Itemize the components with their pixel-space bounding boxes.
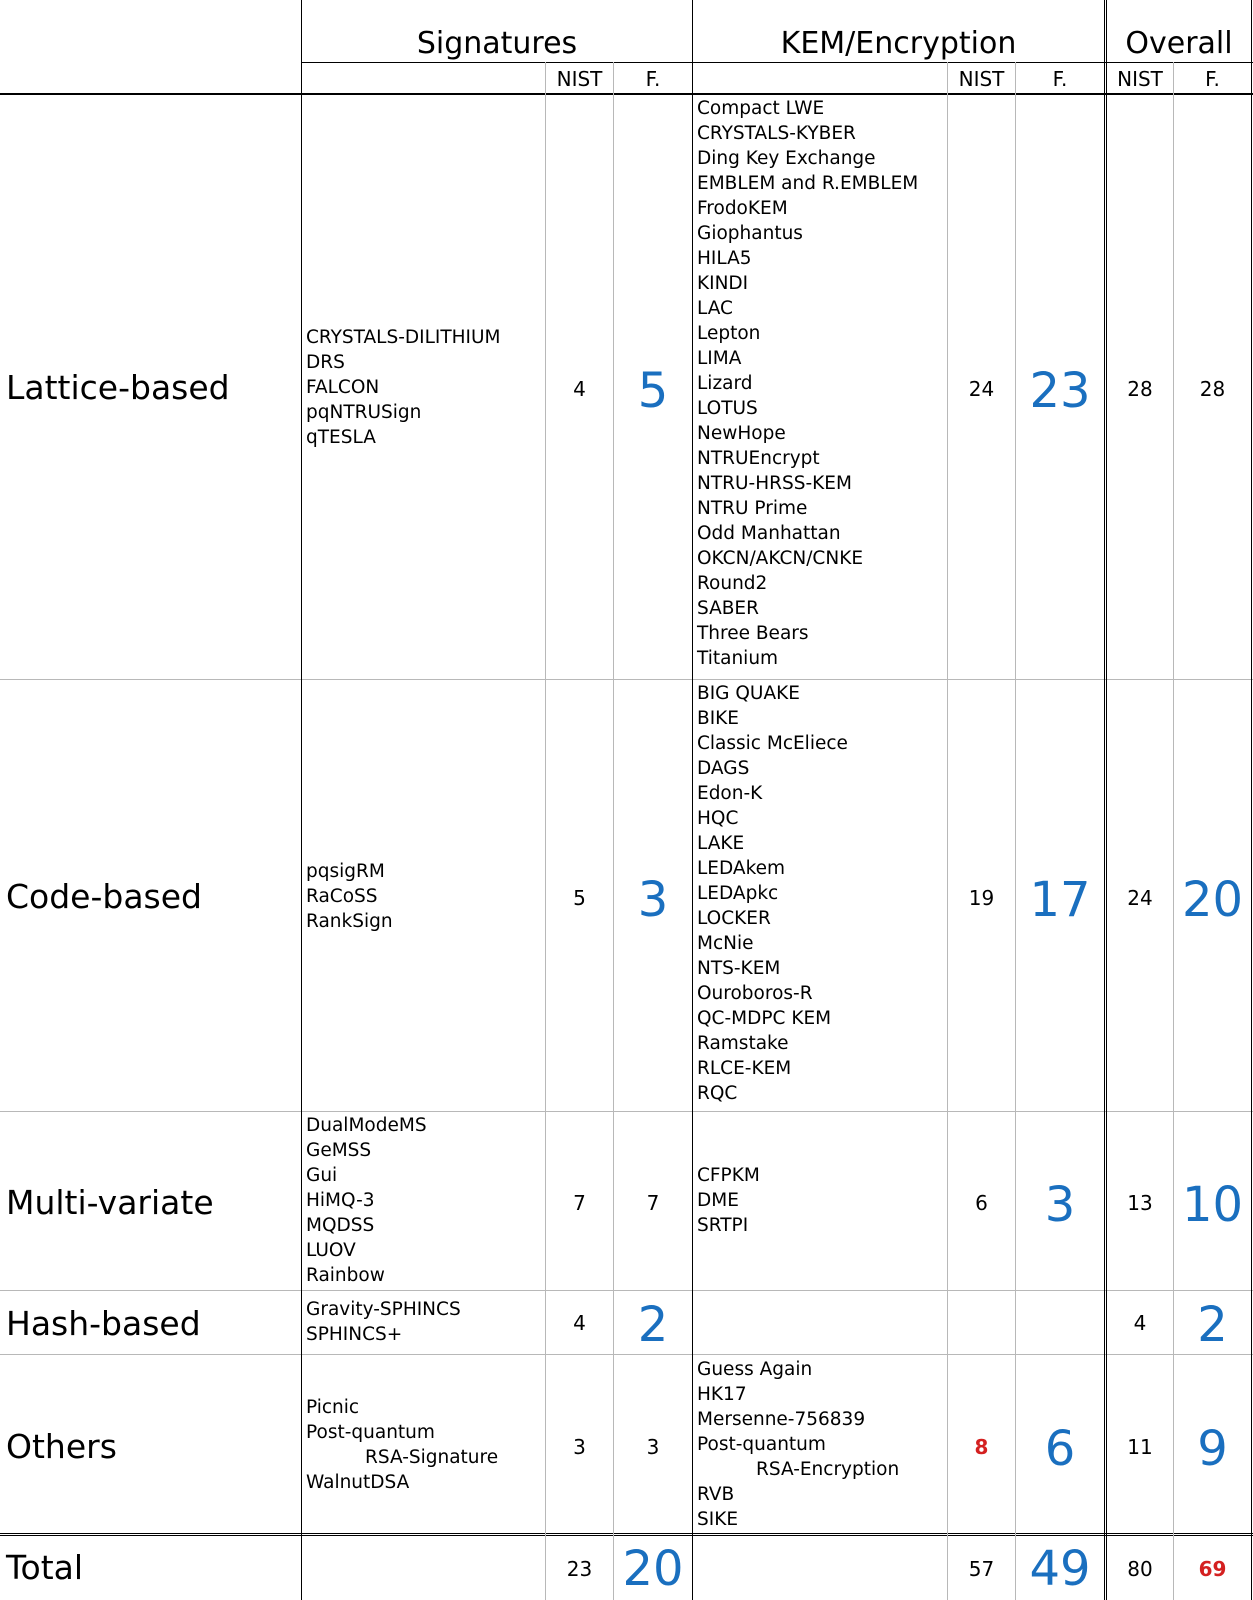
list-item: McNie xyxy=(697,933,754,954)
list-item: SABER xyxy=(697,598,759,619)
list-item: Titanium xyxy=(697,648,779,669)
list-item: MQDSS xyxy=(306,1215,375,1236)
list-item: Edon-K xyxy=(697,783,763,804)
sig-nist-count: 7 xyxy=(573,1191,586,1215)
kem-nist-count: 8 xyxy=(974,1435,989,1459)
header-kem-nist: NIST xyxy=(958,67,1005,91)
list-item: RLCE-KEM xyxy=(697,1058,792,1079)
list-item: WalnutDSA xyxy=(306,1472,410,1493)
list-item: HILA5 xyxy=(697,248,752,269)
kem-f-count: 23 xyxy=(1029,363,1091,419)
category-label: Multi-variate xyxy=(6,1183,214,1222)
list-item: RSA-Encryption xyxy=(756,1459,900,1480)
grid-line xyxy=(545,62,546,1600)
grid-line xyxy=(0,1354,1253,1355)
sig-nist-count: 4 xyxy=(573,377,586,401)
sig-nist-total: 23 xyxy=(566,1557,593,1581)
list-item: RQC xyxy=(697,1083,738,1104)
list-item: Mersenne-756839 xyxy=(697,1409,866,1430)
list-item: BIG QUAKE xyxy=(697,683,800,704)
grid-line xyxy=(0,679,1253,680)
list-item: LUOV xyxy=(306,1240,356,1261)
signature-scheme-list xyxy=(306,1113,427,1288)
list-item: Lizard xyxy=(697,373,753,394)
grid-line xyxy=(0,1111,1253,1112)
list-item: LOTUS xyxy=(697,398,758,419)
list-item: KINDI xyxy=(697,273,749,294)
list-item: RVB xyxy=(697,1484,735,1505)
list-item: pqsigRM xyxy=(306,861,385,882)
category-label: Total xyxy=(6,1548,84,1587)
grid-line xyxy=(301,0,302,1600)
list-item: pqNTRUSign xyxy=(306,402,422,423)
header-kem-f: F. xyxy=(1052,67,1068,91)
list-item: NTRU Prime xyxy=(697,498,808,519)
grid-line xyxy=(692,0,693,1600)
header-signatures: Signatures xyxy=(416,26,578,61)
overall-f-count: 20 xyxy=(1181,872,1244,928)
sig-f-count: 3 xyxy=(646,1435,660,1459)
list-item: Ouroboros-R xyxy=(697,983,813,1004)
list-item: DRS xyxy=(306,352,345,373)
grid-line xyxy=(947,62,948,1600)
overall-nist-total: 80 xyxy=(1127,1557,1153,1581)
list-item: LIMA xyxy=(697,348,742,369)
overall-nist-count: 28 xyxy=(1127,377,1153,401)
kem-scheme-list xyxy=(697,1357,899,1532)
signature-scheme-list xyxy=(306,325,501,450)
kem-scheme-list xyxy=(697,96,918,671)
list-item: RSA-Signature xyxy=(365,1447,499,1468)
list-item: DAGS xyxy=(697,758,750,779)
list-item: Post-quantum xyxy=(306,1422,435,1443)
kem-nist-count: 19 xyxy=(968,886,995,910)
header-ov-f: F. xyxy=(1205,67,1220,91)
list-item: LEDApkc xyxy=(697,883,779,904)
list-item: QC-MDPC KEM xyxy=(697,1008,832,1029)
list-item: DME xyxy=(697,1190,739,1211)
list-item: CRYSTALS-DILITHIUM xyxy=(306,327,501,348)
overall-f-count: 9 xyxy=(1197,1421,1228,1477)
list-item: Picnic xyxy=(306,1397,360,1418)
list-item: LEDAkem xyxy=(697,858,786,879)
sig-nist-count: 5 xyxy=(573,886,586,910)
overall-nist-count: 24 xyxy=(1127,886,1153,910)
kem-f-count: 17 xyxy=(1029,872,1091,928)
signature-scheme-list xyxy=(306,859,393,934)
overall-f-count: 10 xyxy=(1181,1177,1244,1233)
list-item: FrodoKEM xyxy=(697,198,788,219)
header-ov-nist: NIST xyxy=(1117,67,1163,91)
kem-f-count: 3 xyxy=(1044,1177,1076,1233)
list-item: HiMQ-3 xyxy=(306,1190,375,1211)
list-item: Gravity-SPHINCS xyxy=(306,1299,461,1320)
list-item: SRTPI xyxy=(697,1215,749,1236)
list-item: LAKE xyxy=(697,833,745,854)
list-item: NTS-KEM xyxy=(697,958,781,979)
header-kem: KEM/Encryption xyxy=(780,26,1017,61)
grid-line xyxy=(0,1290,1253,1291)
list-item: HQC xyxy=(697,808,739,829)
list-item: Ramstake xyxy=(697,1033,789,1054)
list-item: qTESLA xyxy=(306,427,376,448)
category-label: Hash-based xyxy=(6,1304,201,1343)
sig-f-count: 7 xyxy=(646,1191,660,1215)
signature-scheme-list xyxy=(306,1395,498,1495)
list-item: RankSign xyxy=(306,911,393,932)
list-item: GeMSS xyxy=(306,1140,372,1161)
grid-line xyxy=(0,1533,1253,1536)
list-item: NTRUEncrypt xyxy=(697,448,820,469)
list-item: Round2 xyxy=(697,573,768,594)
sig-nist-count: 3 xyxy=(573,1435,586,1459)
overall-f-count: 28 xyxy=(1199,377,1226,401)
grid-line xyxy=(1173,62,1174,1600)
list-item: HK17 xyxy=(697,1384,747,1405)
kem-nist-total: 57 xyxy=(968,1557,995,1581)
kem-nist-count: 24 xyxy=(968,377,995,401)
list-item: SIKE xyxy=(697,1509,739,1530)
list-item: FALCON xyxy=(306,377,380,398)
header-sig-nist: NIST xyxy=(556,67,603,91)
list-item: Rainbow xyxy=(306,1265,385,1286)
list-item: RaCoSS xyxy=(306,886,378,907)
header-overall: Overall xyxy=(1125,26,1233,61)
list-item: Three Bears xyxy=(697,623,809,644)
sig-f-total: 20 xyxy=(622,1541,684,1597)
sig-f-count: 3 xyxy=(637,872,669,928)
overall-nist-count: 13 xyxy=(1127,1191,1153,1215)
grid-line xyxy=(1015,62,1016,1600)
kem-scheme-list xyxy=(697,1163,760,1238)
list-item: LOCKER xyxy=(697,908,771,929)
list-item: Compact LWE xyxy=(697,98,825,119)
list-item: Gui xyxy=(306,1165,338,1186)
kem-f-total: 49 xyxy=(1029,1541,1091,1597)
grid-line xyxy=(1104,0,1107,1600)
list-item: CRYSTALS-KYBER xyxy=(697,123,856,144)
list-item: OKCN/AKCN/CNKE xyxy=(697,548,864,569)
list-item: Post-quantum xyxy=(697,1434,826,1455)
sig-f-count: 5 xyxy=(637,363,669,419)
grid-line xyxy=(302,62,1253,63)
kem-nist-count: 6 xyxy=(975,1191,988,1215)
list-item: SPHINCS+ xyxy=(306,1324,403,1345)
overall-nist-count: 11 xyxy=(1127,1435,1153,1459)
grid-line xyxy=(1251,0,1252,1600)
list-item: Classic McEliece xyxy=(697,733,848,754)
kem-scheme-list xyxy=(697,681,848,1106)
category-label: Lattice-based xyxy=(6,368,230,407)
list-item: Guess Again xyxy=(697,1359,813,1380)
list-item: Giophantus xyxy=(697,223,803,244)
list-item: CFPKM xyxy=(697,1165,760,1186)
list-item: Lepton xyxy=(697,323,761,344)
list-item: LAC xyxy=(697,298,733,319)
list-item: Odd Manhattan xyxy=(697,523,841,544)
header-sig-f: F. xyxy=(645,67,661,91)
list-item: EMBLEM and R.EMBLEM xyxy=(697,173,919,194)
overall-f-total: 69 xyxy=(1198,1557,1227,1581)
grid-line xyxy=(613,62,614,1600)
category-label: Code-based xyxy=(6,877,203,916)
sig-nist-count: 4 xyxy=(573,1311,586,1335)
grid-line xyxy=(0,93,1253,95)
category-label: Others xyxy=(6,1427,117,1466)
signature-scheme-list xyxy=(306,1297,461,1347)
list-item: Ding Key Exchange xyxy=(697,148,876,169)
list-item: BIKE xyxy=(697,708,739,729)
overall-nist-count: 4 xyxy=(1133,1311,1147,1335)
list-item: NTRU-HRSS-KEM xyxy=(697,473,852,494)
sig-f-count: 2 xyxy=(637,1297,669,1353)
kem-f-count: 6 xyxy=(1044,1421,1076,1477)
overall-f-count: 2 xyxy=(1197,1297,1228,1353)
list-item: DualModeMS xyxy=(306,1115,427,1136)
list-item: NewHope xyxy=(697,423,786,444)
